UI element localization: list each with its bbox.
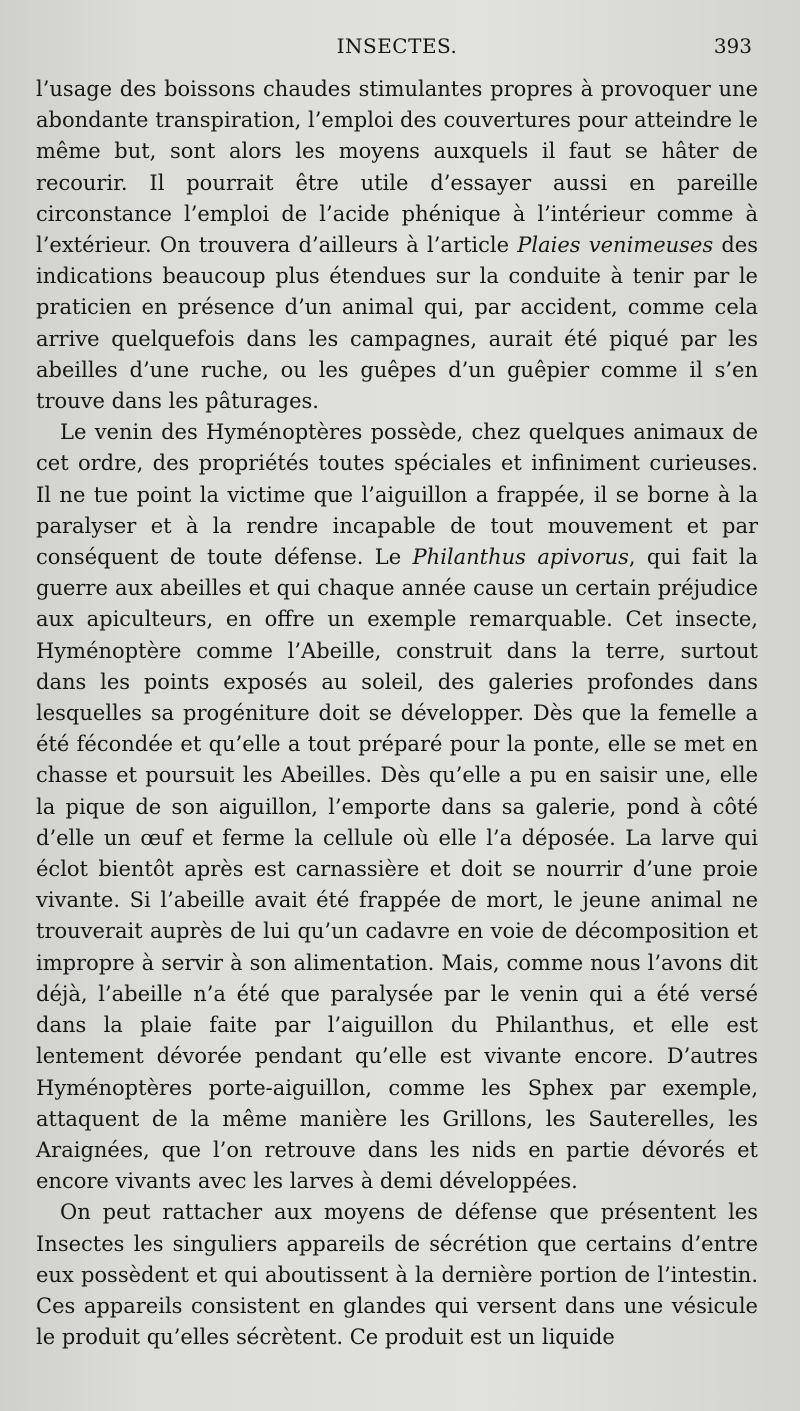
- text-segment: , qui fait la guerre aux abeilles et qui chaque année cause un certain préjudice aux apiculteurs, en offre un exemple remarquable. Cet insecte, Hyménoptère comme l’Abeille, construit dans la terre, surtout dans les points exposés au soleil, des galeries profondes dans lesquelles sa progéniture doit se développer. Dès que la femelle a été fécondée et qu’elle a tout préparé pour la ponte, elle se met en chasse et poursuit les Abeilles. Dès qu’elle a pu en saisir une, elle la pique de son aiguillon, l’emporte dans sa galerie, pond à côté d’elle un œuf et ferme la cellule où elle l’a déposée. La larve qui éclot bientôt après est carnassière et doit se nourrir d’une proie vivante. Si l’abeille avait été frappée de mort, le jeune animal ne trouverait auprès de lui qu’un cadavre en voie de décomposition et impropre à servir à son alimentation. Mais, comme nous l’avons dit déjà, l’abeille n’a été que paralysée par le venin qui a été versé dans la plaie faite par l’aiguillon du Philanthus, et elle est lentement dévorée pendant qu’elle est vivante encore. D’autres Hyménoptères porte-aiguillon, comme les Sphex par exemple, attaquent de la même manière les Grillons, les Sauterelles, les Araignées, que l’on retrouve dans les nids en partie dévorés et encore vivants avec les larves à demi développées.: [36, 545, 758, 1194]
- body-text: [36, 74, 758, 1353]
- page-header: [36, 28, 758, 62]
- text-segment: l’usage des boissons chaudes stimulantes propres à provoquer une abondante transpiration, l’emploi des couvertures pour atteindre le même but, sont alors les moyens auxquels il faut se hâter de recourir. Il pourrait être utile d’essayer aussi en pareille circonstance l’emploi de l’acide phénique à l’intérieur comme à l’extérieur. On trouvera d’ailleurs à l’article: [36, 77, 758, 258]
- text-segment: des indications beaucoup plus étendues sur la conduite à tenir par le praticien en présence d’un animal qui, par accident, comme cela arrive quelquefois dans les campagnes, aurait été piqué par les abeilles d’une ruche, ou les guêpes d’un guêpier comme il s’en trouve dans les pâturages.: [36, 233, 759, 414]
- text-segment: Le venin des Hyménoptères possède, chez quelques animaux de cet ordre, des propriétés toutes spéciales et infiniment curieuses. Il ne tue point la victime que l’aiguillon a frappée, il se borne à la paralyser et à la rendre incapable de tout mouvement et par conséquent de toute défense. Le: [36, 420, 758, 570]
- page-number: 393: [713, 34, 752, 58]
- italic-term-philanthus-apivorus: Philanthus apivorus: [412, 545, 629, 570]
- running-title: INSECTES.: [336, 34, 458, 58]
- paragraph-1: [36, 74, 758, 417]
- text-segment: On peut rattacher aux moyens de défense que présentent les Insectes les singuliers appareils de sécrétion que certains d’entre eux possèdent et qui aboutissent à la dernière portion de l’intestin. Ces appareils consistent en glandes qui versent dans une vésicule le produit qu’elles sécrètent. Ce produit est un liquide: [36, 1200, 758, 1350]
- italic-term-plaies-venimeuses: Plaies venimeuses: [517, 233, 714, 258]
- paragraph-2: [36, 417, 758, 1197]
- paragraph-3: [36, 1197, 758, 1353]
